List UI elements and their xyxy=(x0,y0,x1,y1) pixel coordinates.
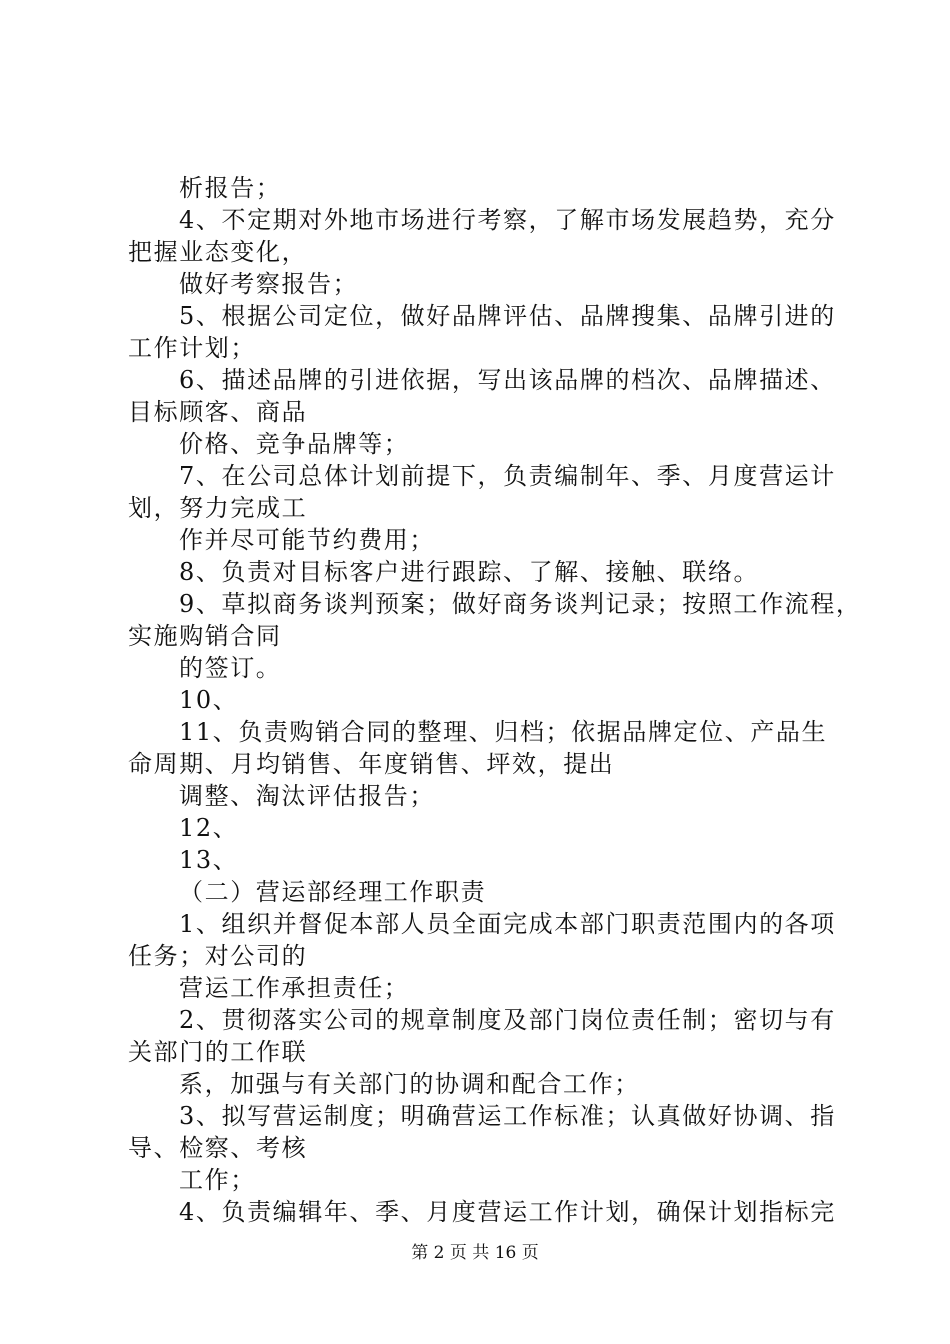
text-line: 营运工作承担责任； xyxy=(179,974,410,1002)
text-line: 4、不定期对外地市场进行考察，了解市场发展趋势，充分 xyxy=(179,206,836,234)
text-line: 10、 xyxy=(179,686,239,714)
document-body xyxy=(128,172,862,1228)
text-line: 6、描述品牌的引进依据，写出该品牌的档次、品牌描述、 xyxy=(179,366,836,394)
text-line: 析报告； xyxy=(179,174,282,202)
page-number-footer: 第 2 页 共 16 页 xyxy=(411,1243,539,1263)
text-line: 作并尽可能节约费用； xyxy=(179,526,435,554)
text-line: 2、贯彻落实公司的规章制度及部门岗位责任制；密切与有 xyxy=(179,1006,836,1034)
text-line: 把握业态变化， xyxy=(128,238,308,266)
text-line: 目标顾客、商品 xyxy=(128,398,308,426)
text-line: 5、根据公司定位，做好品牌评估、品牌搜集、品牌引进的 xyxy=(179,302,836,330)
text-line: 的签订。 xyxy=(179,654,282,682)
text-line: 任务；对公司的 xyxy=(128,942,308,970)
text-line: 13、 xyxy=(179,846,239,874)
text-line: 4、负责编辑年、季、月度营运工作计划，确保计划指标完 xyxy=(179,1198,836,1226)
text-line: 工作计划； xyxy=(128,334,256,362)
text-line: 3、拟写营运制度；明确营运工作标准；认真做好协调、指 xyxy=(179,1102,836,1130)
text-line: 导、检察、考核 xyxy=(128,1134,308,1162)
text-line: 系，加强与有关部门的协调和配合工作； xyxy=(179,1070,640,1098)
text-line: 实施购销合同 xyxy=(128,622,282,650)
text-line: 7、在公司总体计划前提下，负责编制年、季、月度营运计 xyxy=(179,462,836,490)
text-line: 调整、淘汰评估报告； xyxy=(179,782,435,810)
text-line: 价格、竞争品牌等； xyxy=(179,430,410,458)
text-line: 关部门的工作联 xyxy=(128,1038,308,1066)
text-line: 8、负责对目标客户进行跟踪、了解、接触、联络。 xyxy=(179,558,760,586)
text-line: 做好考察报告； xyxy=(179,270,359,298)
section-heading: （二）营运部经理工作职责 xyxy=(179,878,487,906)
text-line: 划，努力完成工 xyxy=(128,494,308,522)
text-line: 12、 xyxy=(179,814,239,842)
text-line: 工作； xyxy=(179,1166,256,1194)
text-line: 1、组织并督促本部人员全面完成本部门职责范围内的各项 xyxy=(179,910,836,938)
text-line: 11、负责购销合同的整理、归档；依据品牌定位、产品生 xyxy=(179,718,828,746)
text-line: 命周期、月均销售、年度销售、坪效，提出 xyxy=(128,750,615,778)
text-line: 9、草拟商务谈判预案；做好商务谈判记录；按照工作流程， xyxy=(179,590,862,618)
